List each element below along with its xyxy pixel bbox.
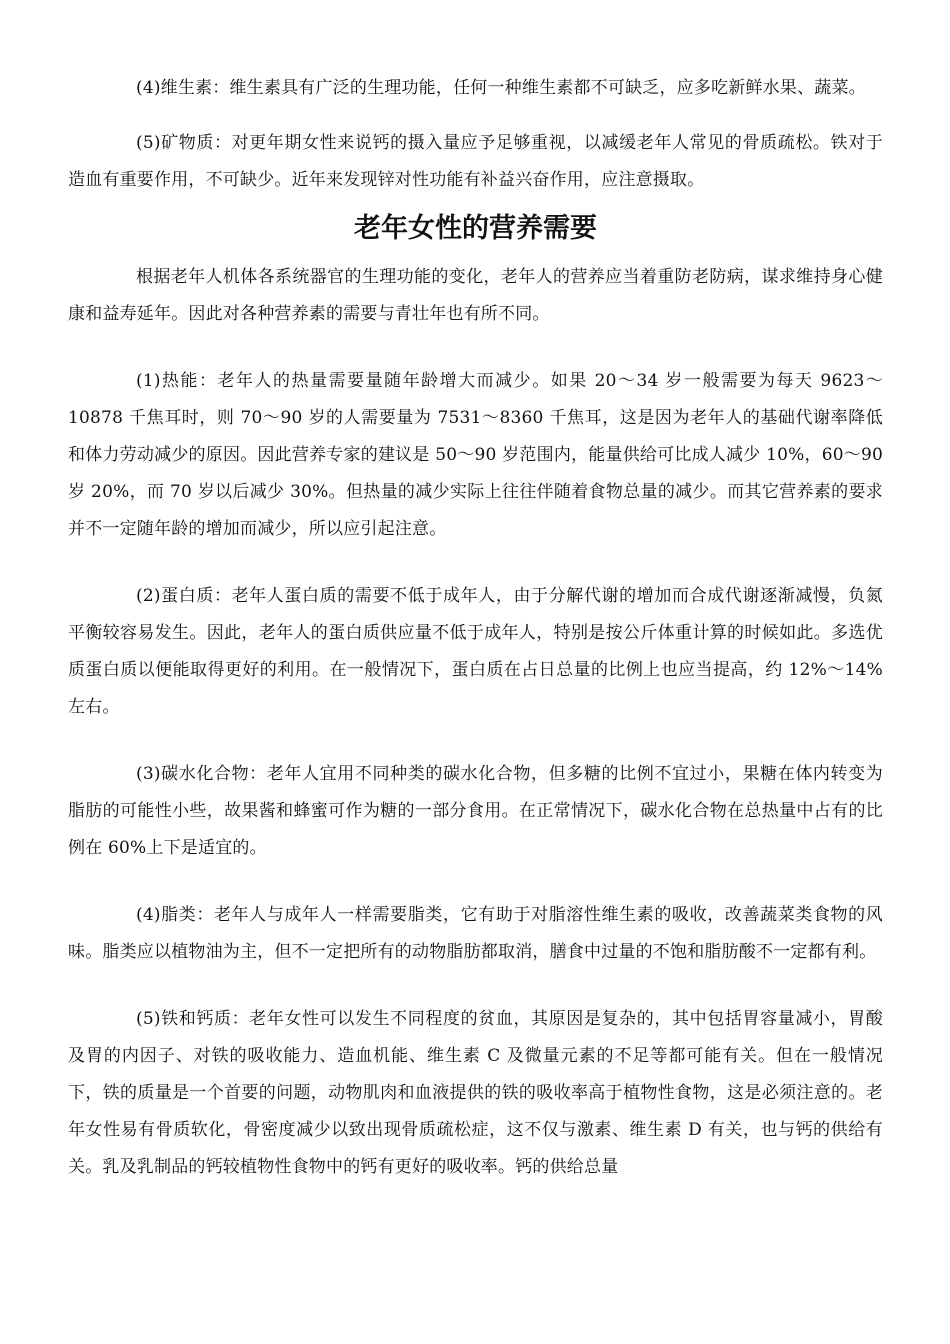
document-page <box>68 70 883 1186</box>
paragraph-lipids: (4)脂类：老年人与成年人一样需要脂类，它有助于对脂溶性维生素的吸收，改善蔬菜类食物的风味。脂类应以植物油为主，但不一定把所有的动物脂肪都取消，膳食中过量的不饱和脂肪酸不一定都有利。 <box>68 905 883 962</box>
section-title: 老年女性的营养需要 <box>354 213 597 244</box>
paragraph-vitamins: (4)维生素：维生素具有广泛的生理功能，任何一种维生素都不可缺乏，应多吃新鲜水果、蔬菜。 <box>136 78 866 98</box>
section-intro: 根据老年人机体各系统器官的生理功能的变化，老年人的营养应当着重防老防病，谋求维持身心健康和益寿延年。因此对各种营养素的需要与青壮年也有所不同。 <box>68 267 883 324</box>
paragraph-iron-calcium: (5)铁和钙质：老年女性可以发生不同程度的贫血，其原因是复杂的，其中包括胃容量减小，胃酸及胃的内因子、对铁的吸收能力、造血机能、维生素 C 及微量元素的不足等都可能有关。但在一般情况下，铁的质量是一个首要的问题，动物肌肉和血液提供的铁的吸收率高于植物性食物，这是必须注意的。老年女性易有骨质软化，骨密度减少以致出现骨质疏松症，这不仅与激素、维生素 D 有关，也与钙的供给有关。乳及乳制品的钙较植物性食物中的钙有更好的吸收率。钙的供给总量 <box>68 1009 883 1177</box>
paragraph-carbohydrate: (3)碳水化合物：老年人宜用不同种类的碳水化合物，但多糖的比例不宜过小，果糖在体内转变为脂肪的可能性小些，故果酱和蜂蜜可作为糖的一部分食用。在正常情况下，碳水化合物在总热量中占有的比例在 60%上下是适宜的。 <box>68 764 883 858</box>
paragraph-protein: (2)蛋白质：老年人蛋白质的需要不低于成年人，由于分解代谢的增加而合成代谢逐渐减慢，负氮平衡较容易发生。因此，老年人的蛋白质供应量不低于成年人，特别是按公斤体重计算的时候如此。多选优质蛋白质以便能取得更好的利用。在一般情况下，蛋白质在占日总量的比例上也应当提高，约 12%～14%左右。 <box>68 586 883 717</box>
paragraph-energy: (1)热能：老年人的热量需要量随年龄增大而减少。如果 20～34 岁一般需要为每天 9623～10878 千焦耳时，则 70～90 岁的人需要量为 7531～8360 千焦耳，这是因为老年人的基础代谢率降低和体力劳动减少的原因。因此营养专家的建议是 50～90 岁范围内，能量供给可比成人减少 10%，60～90 岁 20%，而 70 岁以后减少 30%。但热量的减少实际上往往伴随着食物总量的减少。而其它营养素的要求并不一定随年龄的增加而减少，所以应引起注意。 <box>68 371 883 539</box>
paragraph-minerals: (5)矿物质：对更年期女性来说钙的摄入量应予足够重视，以减缓老年人常见的骨质疏松。铁对于造血有重要作用，不可缺少。近年来发现锌对性功能有补益兴奋作用，应注意摄取。 <box>68 133 883 190</box>
